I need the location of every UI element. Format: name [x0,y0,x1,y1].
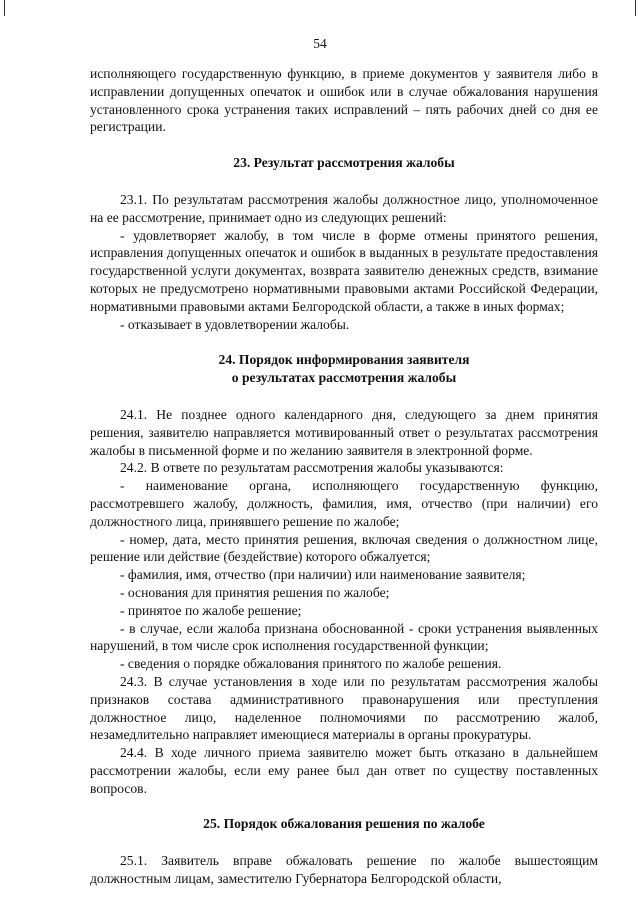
paragraph: 24.3. В случае установления в ходе или по результатам рассмотрения жалобы признаков состава административного правонарушения или преступления должностное лицо, наделенное полномочиями по рассмотрению жалоб, незамедлительно направляет имеющиеся материалы в органы прокуратуры. [90,673,598,743]
section-heading-25 [90,815,598,833]
paragraph: - фамилия, имя, отчество (при наличии) или наименование заявителя; [120,567,526,583]
paragraph: 24.1. Не позднее одного календарного дня, следующего за днем принятия решения, заявителю направляется мотивированный ответ о результатах рассмотрения жалобы в письменной форме и по желанию заявителя в электронной форме. [90,406,598,458]
paragraph: - удовлетворяет жалобу, в том числе в форме отмены принятого решения, исправления допущенных опечаток и ошибок в выданных в результате предоставления государственной услуги документах, возврата заявителю денежных средств, взимание которых не предусмотрено нормативными правовыми актами Российской Федерации, нормативными правовыми актами Белгородской области, а также в иных формах; [90,227,598,314]
paragraph: - отказывает в удовлетворении жалобы. [120,316,350,332]
heading-text: 23. Результат рассмотрения жалобы [233,155,455,171]
scan-edge-mark [635,0,636,16]
paragraph: - основания для принятия решения по жалобе; [120,584,390,600]
paragraph: - сведения о порядке обжалования принятого по жалобе решения. [120,656,502,672]
scan-edge-mark [4,0,5,16]
paragraph: - принятое по жалобе решение; [120,602,302,618]
section-heading-23 [90,154,598,172]
paragraph: - наименование органа, исполняющего государственную функцию, рассмотревшего жалобу, должность, фамилия, имя, отчество (при наличии) его должностного лица, принявшего решение по жалобе; [90,478,598,529]
section-heading-24 [90,351,598,387]
paragraph: - в случае, если жалоба признана обоснованной - сроки устранения выявленных нарушений, в том числе срок исполнения государственной функции; [90,620,598,654]
paragraph: 24.2. В ответе по результатам рассмотрения жалобы указываются: [120,460,504,476]
paragraph: исполняющего государственную функцию, в приеме документов у заявителя либо в исправлении допущенных опечаток и ошибок или в случае обжалования нарушения установленного срока устранения таких исправлений – пять рабочих дней со дня ее регистрации. [90,66,598,135]
paragraph: - номер, дата, место принятия решения, включая сведения о должностном лице, решение или действие (бездействие) которого обжалуется; [90,531,598,565]
heading-text: о результатах рассмотрения жалобы [231,370,457,386]
heading-text: 24. Порядок информирования заявителя [218,352,470,368]
heading-text: 25. Порядок обжалования решения по жалобе [203,816,485,832]
document-body [90,65,598,888]
page-number: 54 [313,36,327,51]
paragraph: 24.4. В ходе личного приема заявителю может быть отказано в дальнейшем рассмотрении жалобы, если ему ранее был дан ответ по существу поставленных вопросов. [90,745,598,796]
paragraph: 25.1. Заявитель вправе обжаловать решение по жалобе вышестоящим должностным лицам, заместителю Губернатора Белгородской области, [90,853,598,887]
paragraph: 23.1. По результатам рассмотрения жалобы должностное лицо, уполномоченное на ее рассмотрение, принимает одно из следующих решений: [90,191,598,225]
